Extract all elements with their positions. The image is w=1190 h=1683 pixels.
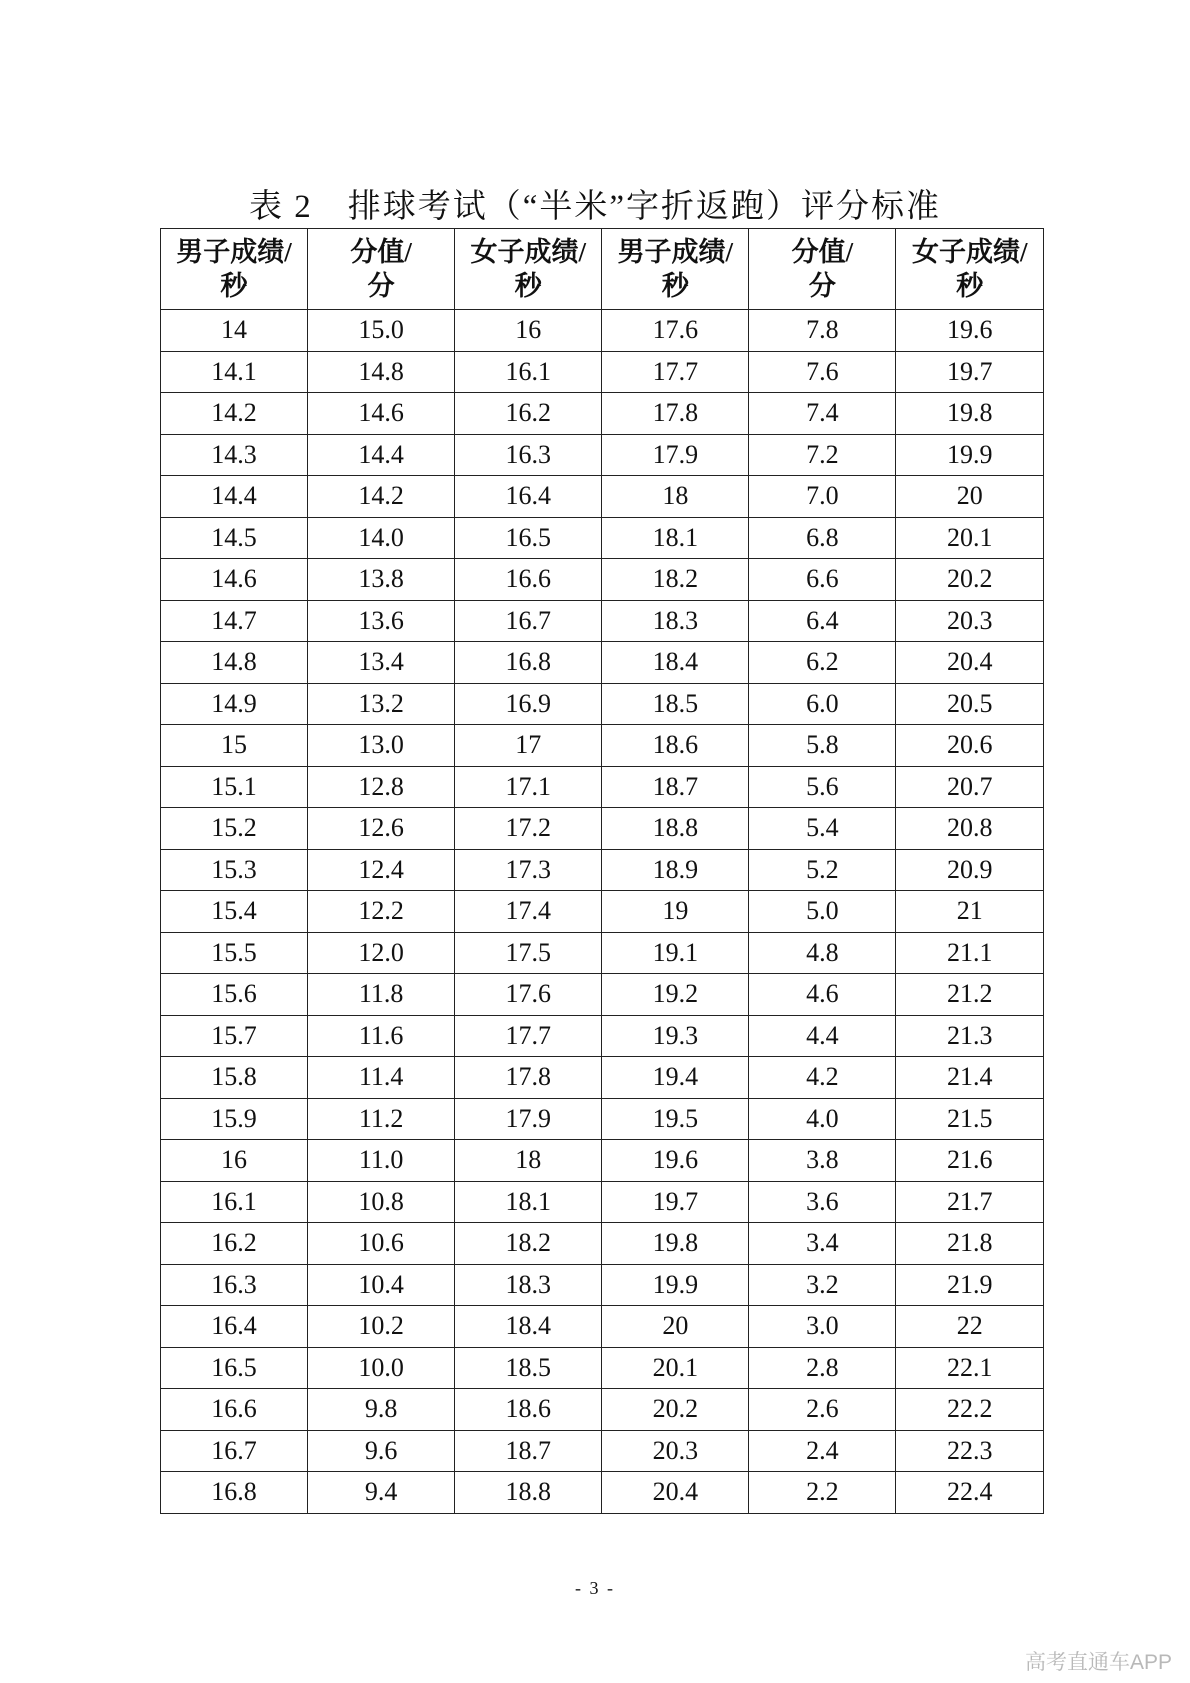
table-cell-female-score-2: 19.6 [896,310,1044,352]
table-cell-male-score-2: 18.8 [602,808,749,850]
table-cell-male-score-2: 19.5 [602,1098,749,1140]
table-row [161,1306,1044,1348]
table-cell-points-2: 5.2 [749,849,896,891]
table-cell-male-score-2: 19 [602,891,749,933]
table-row [161,351,1044,393]
score-table [160,228,1044,1514]
table-cell-points-2: 4.0 [749,1098,896,1140]
table-cell-points-1: 11.4 [308,1057,455,1099]
table-cell-male-score-1: 15.4 [161,891,308,933]
table-cell-female-score-2: 20.1 [896,517,1044,559]
table-cell-points-1: 10.0 [308,1347,455,1389]
table-row [161,1389,1044,1431]
table-cell-points-1: 15.0 [308,310,455,352]
table-cell-points-1: 13.2 [308,683,455,725]
table-cell-male-score-2: 18.1 [602,517,749,559]
table-cell-points-1: 14.2 [308,476,455,518]
table-cell-points-2: 5.0 [749,891,896,933]
table-row [161,393,1044,435]
table-cell-female-score-2: 20.7 [896,766,1044,808]
page-title: 表 2 排球考试（“半米”字折返跑）评分标准 [248,189,942,225]
table-cell-male-score-1: 16.1 [161,1181,308,1223]
table-cell-male-score-2: 19.2 [602,974,749,1016]
table-cell-male-score-1: 14.1 [161,351,308,393]
table-cell-female-score-1: 18.1 [455,1181,602,1223]
table-cell-points-2: 3.0 [749,1306,896,1348]
table-row [161,1472,1044,1514]
table-cell-female-score-1: 17.9 [455,1098,602,1140]
table-cell-points-1: 9.8 [308,1389,455,1431]
table-cell-points-1: 10.2 [308,1306,455,1348]
table-cell-points-1: 14.6 [308,393,455,435]
table-cell-male-score-1: 14.3 [161,434,308,476]
table-cell-male-score-2: 20.4 [602,1472,749,1514]
table-cell-female-score-2: 21.1 [896,932,1044,974]
table-cell-male-score-1: 16.4 [161,1306,308,1348]
table-cell-female-score-2: 19.8 [896,393,1044,435]
table-cell-male-score-1: 15.8 [161,1057,308,1099]
table-cell-points-2: 7.2 [749,434,896,476]
table-cell-points-1: 9.6 [308,1430,455,1472]
table-cell-female-score-1: 16.1 [455,351,602,393]
table-cell-points-2: 4.8 [749,932,896,974]
table-cell-male-score-1: 15.3 [161,849,308,891]
table-row [161,1140,1044,1182]
table-cell-female-score-1: 17.1 [455,766,602,808]
table-cell-points-1: 12.6 [308,808,455,850]
table-cell-points-1: 10.6 [308,1223,455,1265]
table-cell-male-score-1: 14.8 [161,642,308,684]
table-cell-male-score-1: 15.2 [161,808,308,850]
table-cell-points-2: 5.8 [749,725,896,767]
table-cell-female-score-2: 21.2 [896,974,1044,1016]
table-cell-female-score-2: 20.8 [896,808,1044,850]
table-cell-male-score-1: 14.7 [161,600,308,642]
table-cell-female-score-1: 18 [455,1140,602,1182]
table-cell-female-score-2: 22.2 [896,1389,1044,1431]
table-row [161,1015,1044,1057]
table-cell-female-score-2: 20 [896,476,1044,518]
table-cell-male-score-2: 18.2 [602,559,749,601]
table-cell-points-2: 6.8 [749,517,896,559]
table-cell-female-score-1: 17.4 [455,891,602,933]
table-cell-female-score-2: 21.3 [896,1015,1044,1057]
table-cell-female-score-2: 21.8 [896,1223,1044,1265]
table-cell-male-score-2: 19.7 [602,1181,749,1223]
table-cell-female-score-1: 18.3 [455,1264,602,1306]
table-cell-female-score-2: 22 [896,1306,1044,1348]
table-cell-female-score-1: 18.5 [455,1347,602,1389]
table-row [161,434,1044,476]
watermark: 高考直通车APP [1024,1651,1172,1674]
header-row [161,229,1044,310]
table-cell-points-1: 10.4 [308,1264,455,1306]
table-cell-points-2: 4.4 [749,1015,896,1057]
table-cell-female-score-2: 19.7 [896,351,1044,393]
table-row [161,1430,1044,1472]
table-row [161,517,1044,559]
table-cell-points-2: 4.2 [749,1057,896,1099]
table-row [161,642,1044,684]
table-cell-points-1: 14.4 [308,434,455,476]
table-row [161,683,1044,725]
table-cell-points-2: 3.8 [749,1140,896,1182]
table-cell-male-score-1: 16.6 [161,1389,308,1431]
table-row [161,766,1044,808]
table-cell-points-1: 13.6 [308,600,455,642]
table-body [161,310,1044,1514]
table-cell-male-score-1: 15.9 [161,1098,308,1140]
table-cell-male-score-2: 19.4 [602,1057,749,1099]
table-cell-male-score-1: 14.5 [161,517,308,559]
table-cell-male-score-2: 18.4 [602,642,749,684]
table-cell-female-score-1: 17.2 [455,808,602,850]
table-cell-female-score-1: 18.2 [455,1223,602,1265]
table-cell-male-score-1: 16.2 [161,1223,308,1265]
header-cell-points-1: 分值/ 分 [308,229,455,310]
table-cell-points-1: 12.8 [308,766,455,808]
table-row [161,600,1044,642]
table-row [161,1098,1044,1140]
table-row [161,725,1044,767]
table-cell-points-1: 14.8 [308,351,455,393]
table-cell-points-2: 7.4 [749,393,896,435]
table-cell-male-score-2: 19.1 [602,932,749,974]
table-cell-points-1: 13.8 [308,559,455,601]
table-cell-female-score-1: 16.9 [455,683,602,725]
table-cell-female-score-1: 16.8 [455,642,602,684]
table-cell-points-1: 9.4 [308,1472,455,1514]
table-cell-points-2: 5.6 [749,766,896,808]
table-cell-female-score-2: 20.3 [896,600,1044,642]
table-cell-female-score-1: 17.3 [455,849,602,891]
table-cell-points-2: 7.6 [749,351,896,393]
table-cell-female-score-2: 22.1 [896,1347,1044,1389]
header-cell-points-2: 分值/ 分 [749,229,896,310]
table-cell-female-score-2: 21.4 [896,1057,1044,1099]
table-cell-points-1: 11.0 [308,1140,455,1182]
table-cell-male-score-1: 14.9 [161,683,308,725]
table-cell-male-score-1: 16 [161,1140,308,1182]
table-cell-points-2: 6.6 [749,559,896,601]
table-cell-points-1: 11.2 [308,1098,455,1140]
table-cell-female-score-2: 22.3 [896,1430,1044,1472]
table-row [161,1223,1044,1265]
table-cell-female-score-2: 19.9 [896,434,1044,476]
table-cell-male-score-2: 17.8 [602,393,749,435]
table-cell-female-score-1: 17 [455,725,602,767]
table-cell-male-score-2: 18 [602,476,749,518]
table-cell-male-score-2: 20.3 [602,1430,749,1472]
table-cell-points-2: 7.0 [749,476,896,518]
table-row [161,559,1044,601]
table-cell-male-score-2: 18.9 [602,849,749,891]
table-cell-female-score-2: 20.2 [896,559,1044,601]
table-cell-male-score-2: 17.6 [602,310,749,352]
table-cell-female-score-1: 17.7 [455,1015,602,1057]
table-cell-points-2: 7.8 [749,310,896,352]
table-cell-male-score-1: 15.6 [161,974,308,1016]
table-cell-points-2: 5.4 [749,808,896,850]
table-cell-female-score-2: 21.5 [896,1098,1044,1140]
table-cell-male-score-1: 15 [161,725,308,767]
table-cell-points-1: 11.6 [308,1015,455,1057]
table-cell-female-score-1: 18.8 [455,1472,602,1514]
table-cell-points-1: 14.0 [308,517,455,559]
table-cell-male-score-2: 19.6 [602,1140,749,1182]
table-cell-male-score-1: 14.4 [161,476,308,518]
table-cell-female-score-2: 21.6 [896,1140,1044,1182]
header-cell-male-score-2: 男子成绩/ 秒 [602,229,749,310]
table-cell-points-2: 3.2 [749,1264,896,1306]
table-cell-male-score-1: 15.7 [161,1015,308,1057]
header-cell-female-score-2: 女子成绩/ 秒 [896,229,1044,310]
table-row [161,476,1044,518]
table-cell-male-score-2: 18.5 [602,683,749,725]
table-row [161,974,1044,1016]
table-cell-male-score-2: 20 [602,1306,749,1348]
table-row [161,1181,1044,1223]
table-cell-female-score-1: 17.5 [455,932,602,974]
table-cell-points-2: 2.6 [749,1389,896,1431]
table-cell-female-score-1: 17.8 [455,1057,602,1099]
table-cell-female-score-1: 16.7 [455,600,602,642]
table-cell-female-score-1: 16.2 [455,393,602,435]
table-cell-female-score-2: 20.4 [896,642,1044,684]
table-cell-points-1: 11.8 [308,974,455,1016]
table-cell-points-2: 2.4 [749,1430,896,1472]
table-cell-points-2: 2.2 [749,1472,896,1514]
table-cell-male-score-1: 16.8 [161,1472,308,1514]
table-cell-points-2: 6.2 [749,642,896,684]
table-cell-points-2: 3.6 [749,1181,896,1223]
table-cell-female-score-2: 20.6 [896,725,1044,767]
table-cell-male-score-2: 17.7 [602,351,749,393]
table-cell-points-2: 6.0 [749,683,896,725]
table-cell-points-1: 13.0 [308,725,455,767]
table-cell-male-score-2: 20.2 [602,1389,749,1431]
table-cell-male-score-1: 16.7 [161,1430,308,1472]
table-cell-female-score-1: 18.4 [455,1306,602,1348]
table-cell-female-score-1: 16.3 [455,434,602,476]
table-row [161,849,1044,891]
table-cell-female-score-1: 16.4 [455,476,602,518]
table-cell-male-score-2: 17.9 [602,434,749,476]
table-cell-female-score-2: 20.9 [896,849,1044,891]
table-cell-female-score-1: 18.7 [455,1430,602,1472]
table-row [161,808,1044,850]
table-row [161,1057,1044,1099]
table-cell-male-score-1: 15.5 [161,932,308,974]
table-cell-female-score-1: 16 [455,310,602,352]
table-row [161,1347,1044,1389]
table-cell-female-score-2: 20.5 [896,683,1044,725]
header-cell-female-score-1: 女子成绩/ 秒 [455,229,602,310]
table-cell-male-score-1: 16.3 [161,1264,308,1306]
table-cell-male-score-2: 19.9 [602,1264,749,1306]
table-cell-points-1: 13.4 [308,642,455,684]
table-cell-male-score-2: 18.6 [602,725,749,767]
table-cell-male-score-2: 19.8 [602,1223,749,1265]
table-cell-female-score-1: 16.5 [455,517,602,559]
table-cell-male-score-2: 20.1 [602,1347,749,1389]
table-cell-points-1: 12.0 [308,932,455,974]
table-cell-female-score-2: 22.4 [896,1472,1044,1514]
table-cell-female-score-2: 21.7 [896,1181,1044,1223]
table-cell-male-score-2: 18.3 [602,600,749,642]
table-cell-points-1: 12.2 [308,891,455,933]
table-row [161,891,1044,933]
page-number: - 3 - [575,1578,615,1598]
table-cell-points-2: 4.6 [749,974,896,1016]
table-row [161,310,1044,352]
header-cell-male-score-1: 男子成绩/ 秒 [161,229,308,310]
table-cell-female-score-1: 17.6 [455,974,602,1016]
table-cell-female-score-2: 21 [896,891,1044,933]
table-cell-points-1: 12.4 [308,849,455,891]
table-cell-male-score-2: 19.3 [602,1015,749,1057]
table-row [161,932,1044,974]
table-cell-male-score-1: 16.5 [161,1347,308,1389]
table-cell-male-score-2: 18.7 [602,766,749,808]
table-row [161,1264,1044,1306]
table-cell-male-score-1: 14.6 [161,559,308,601]
table-cell-points-1: 10.8 [308,1181,455,1223]
table-cell-female-score-1: 16.6 [455,559,602,601]
table-cell-points-2: 2.8 [749,1347,896,1389]
table-cell-male-score-1: 15.1 [161,766,308,808]
table-cell-points-2: 3.4 [749,1223,896,1265]
table-cell-male-score-1: 14.2 [161,393,308,435]
table-cell-points-2: 6.4 [749,600,896,642]
table-header [161,229,1044,310]
table-cell-female-score-2: 21.9 [896,1264,1044,1306]
table-cell-female-score-1: 18.6 [455,1389,602,1431]
table-cell-male-score-1: 14 [161,310,308,352]
